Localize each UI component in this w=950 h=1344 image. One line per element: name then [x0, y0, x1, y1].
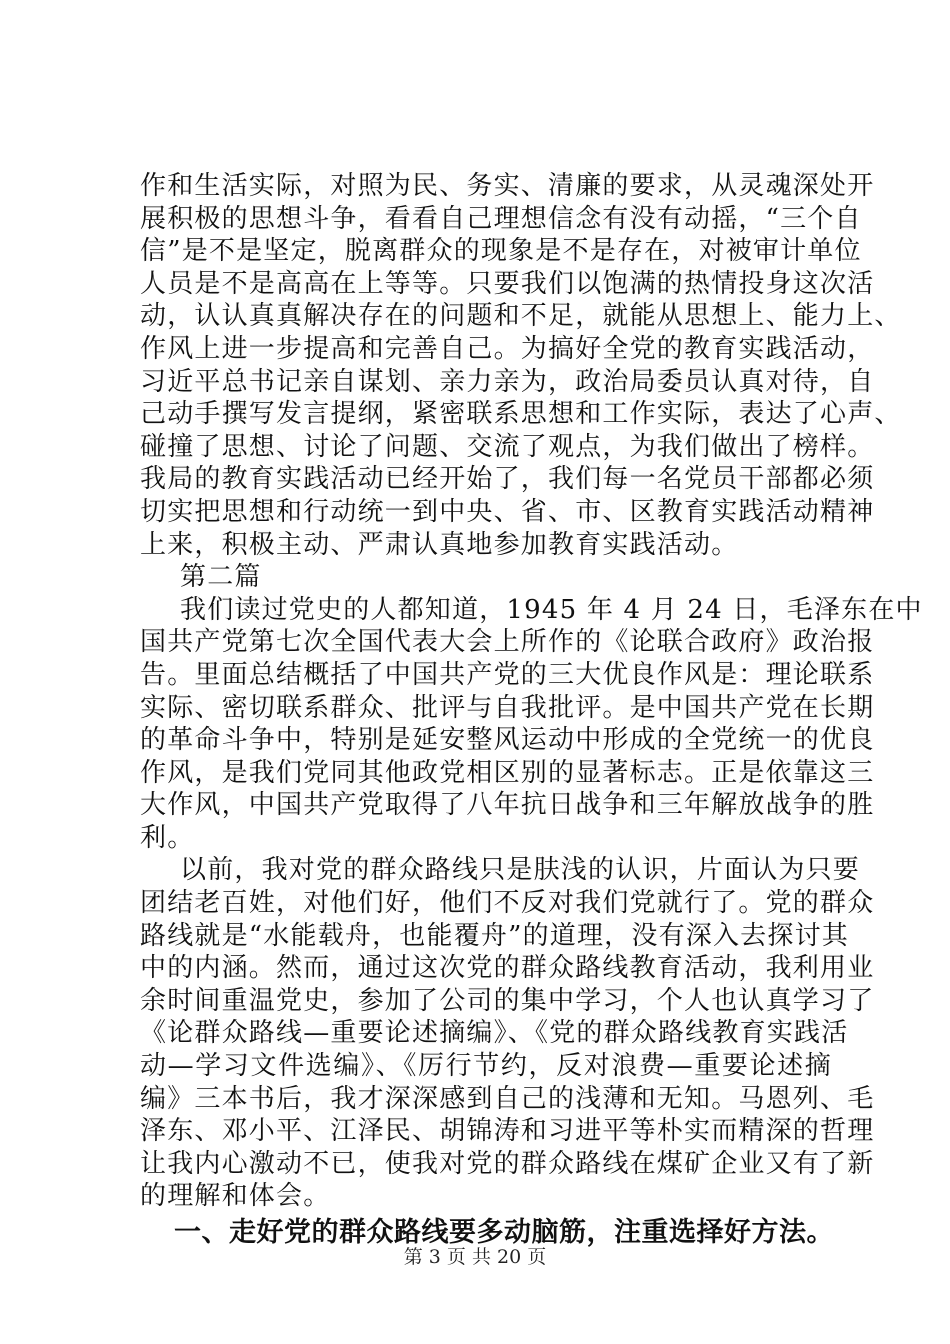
paragraph-2 — [140, 594, 923, 855]
paragraph-line: 告。里面总结概括了中国共产党的三大优良作风是：理论联系 — [140, 659, 875, 690]
paragraph-line: 编》三本书后，我才深深感到自己的浅薄和无知。马恩列、毛 — [140, 1083, 875, 1114]
paragraph-line: 利。 — [140, 822, 195, 853]
paragraph-line: 我局的教育实践活动已经开始了，我们每一名党员干部都必须 — [140, 464, 875, 495]
paragraph-line: 让我内心激动不已，使我对党的群众路线在煤矿企业又有了新 — [140, 1148, 875, 1179]
paragraph-line: 碰撞了思想、讨论了问题、交流了观点，为我们做出了榜样。 — [140, 431, 875, 462]
paragraph-line: 大作风，中国共产党取得了八年抗日战争和三年解放战争的胜 — [140, 790, 875, 821]
paragraph-line: 以前，我对党的群众路线只是肤浅的认识，片面认为只要 — [180, 855, 861, 886]
paragraph-line: 动，认认真真解决存在的问题和不足，就能从思想上、能力上、 — [140, 301, 902, 332]
paragraph-line: 路线就是“水能载舟，也能覆舟”的道理，没有深入去探讨其 — [140, 920, 849, 951]
paragraph-line: 作风，是我们党同其他政党相区别的显著标志。正是依靠这三 — [140, 757, 875, 788]
paragraph-line: 上来，积极主动、严肃认真地参加教育实践活动。 — [140, 529, 739, 560]
section-heading: 一、走好党的群众路线要多动脑筋，注重选择好方法。 — [174, 1217, 834, 1248]
paragraph-3 — [140, 854, 875, 1213]
section-title: 第二篇 — [180, 562, 262, 593]
paragraph-line: 动—学习文件选编》、《厉行节约，反对浪费—重要论述摘 — [140, 1051, 832, 1082]
paragraph-1 — [140, 170, 902, 561]
page-number-footer: 第 3 页 共 20 页 — [403, 1246, 547, 1268]
paragraph-line: 我们读过党史的人都知道，1945 年 4 月 24 日，毛泽东在中 — [180, 594, 923, 625]
paragraph-line: 己动手撰写发言提纲，紧密联系思想和工作实际，表达了心声、 — [140, 399, 902, 430]
paragraph-line: 中的内涵。然而，通过这次党的群众路线教育活动，我利用业 — [140, 953, 875, 984]
paragraph-line: 的理解和体会。 — [140, 1181, 331, 1212]
paragraph-line: 作风上进一步提高和完善自己。为搞好全党的教育实践活动， — [140, 333, 875, 364]
paragraph-line: 团结老百姓，对他们好，他们不反对我们党就行了。党的群众 — [140, 888, 875, 919]
paragraph-line: 习近平总书记亲自谋划、亲力亲为，政治局委员认真对待，自 — [140, 366, 875, 397]
paragraph-line: 国共产党第七次全国代表大会上所作的《论联合政府》政治报 — [140, 627, 875, 658]
paragraph-line: 切实把思想和行动统一到中央、省、市、区教育实践活动精神 — [140, 496, 875, 527]
paragraph-line: 人员是不是高高在上等等。只要我们以饱满的热情投身这次活 — [140, 268, 875, 299]
paragraph-line: 《论群众路线—重要论述摘编》、《党的群众路线教育实践活 — [140, 1018, 849, 1049]
document-body — [140, 170, 923, 1252]
paragraph-line: 的革命斗争中，特别是延安整风运动中形成的全党统一的优良 — [140, 725, 875, 756]
paragraph-line: 泽东、邓小平、江泽民、胡锦涛和习进平等朴实而精深的哲理 — [140, 1116, 875, 1147]
paragraph-line: 作和生活实际，对照为民、务实、清廉的要求，从灵魂深处开 — [140, 171, 875, 201]
paragraph-line: 展积极的思想斗争，看看自己理想信念有没有动摇，“三个自 — [140, 203, 862, 234]
paragraph-line: 信”是不是坚定，脱离群众的现象是不是存在，对被审计单位 — [140, 236, 862, 267]
paragraph-line: 余时间重温党史，参加了公司的集中学习，个人也认真学习了 — [140, 985, 875, 1016]
paragraph-line: 实际、密切联系群众、批评与自我批评。是中国共产党在长期 — [140, 692, 875, 723]
